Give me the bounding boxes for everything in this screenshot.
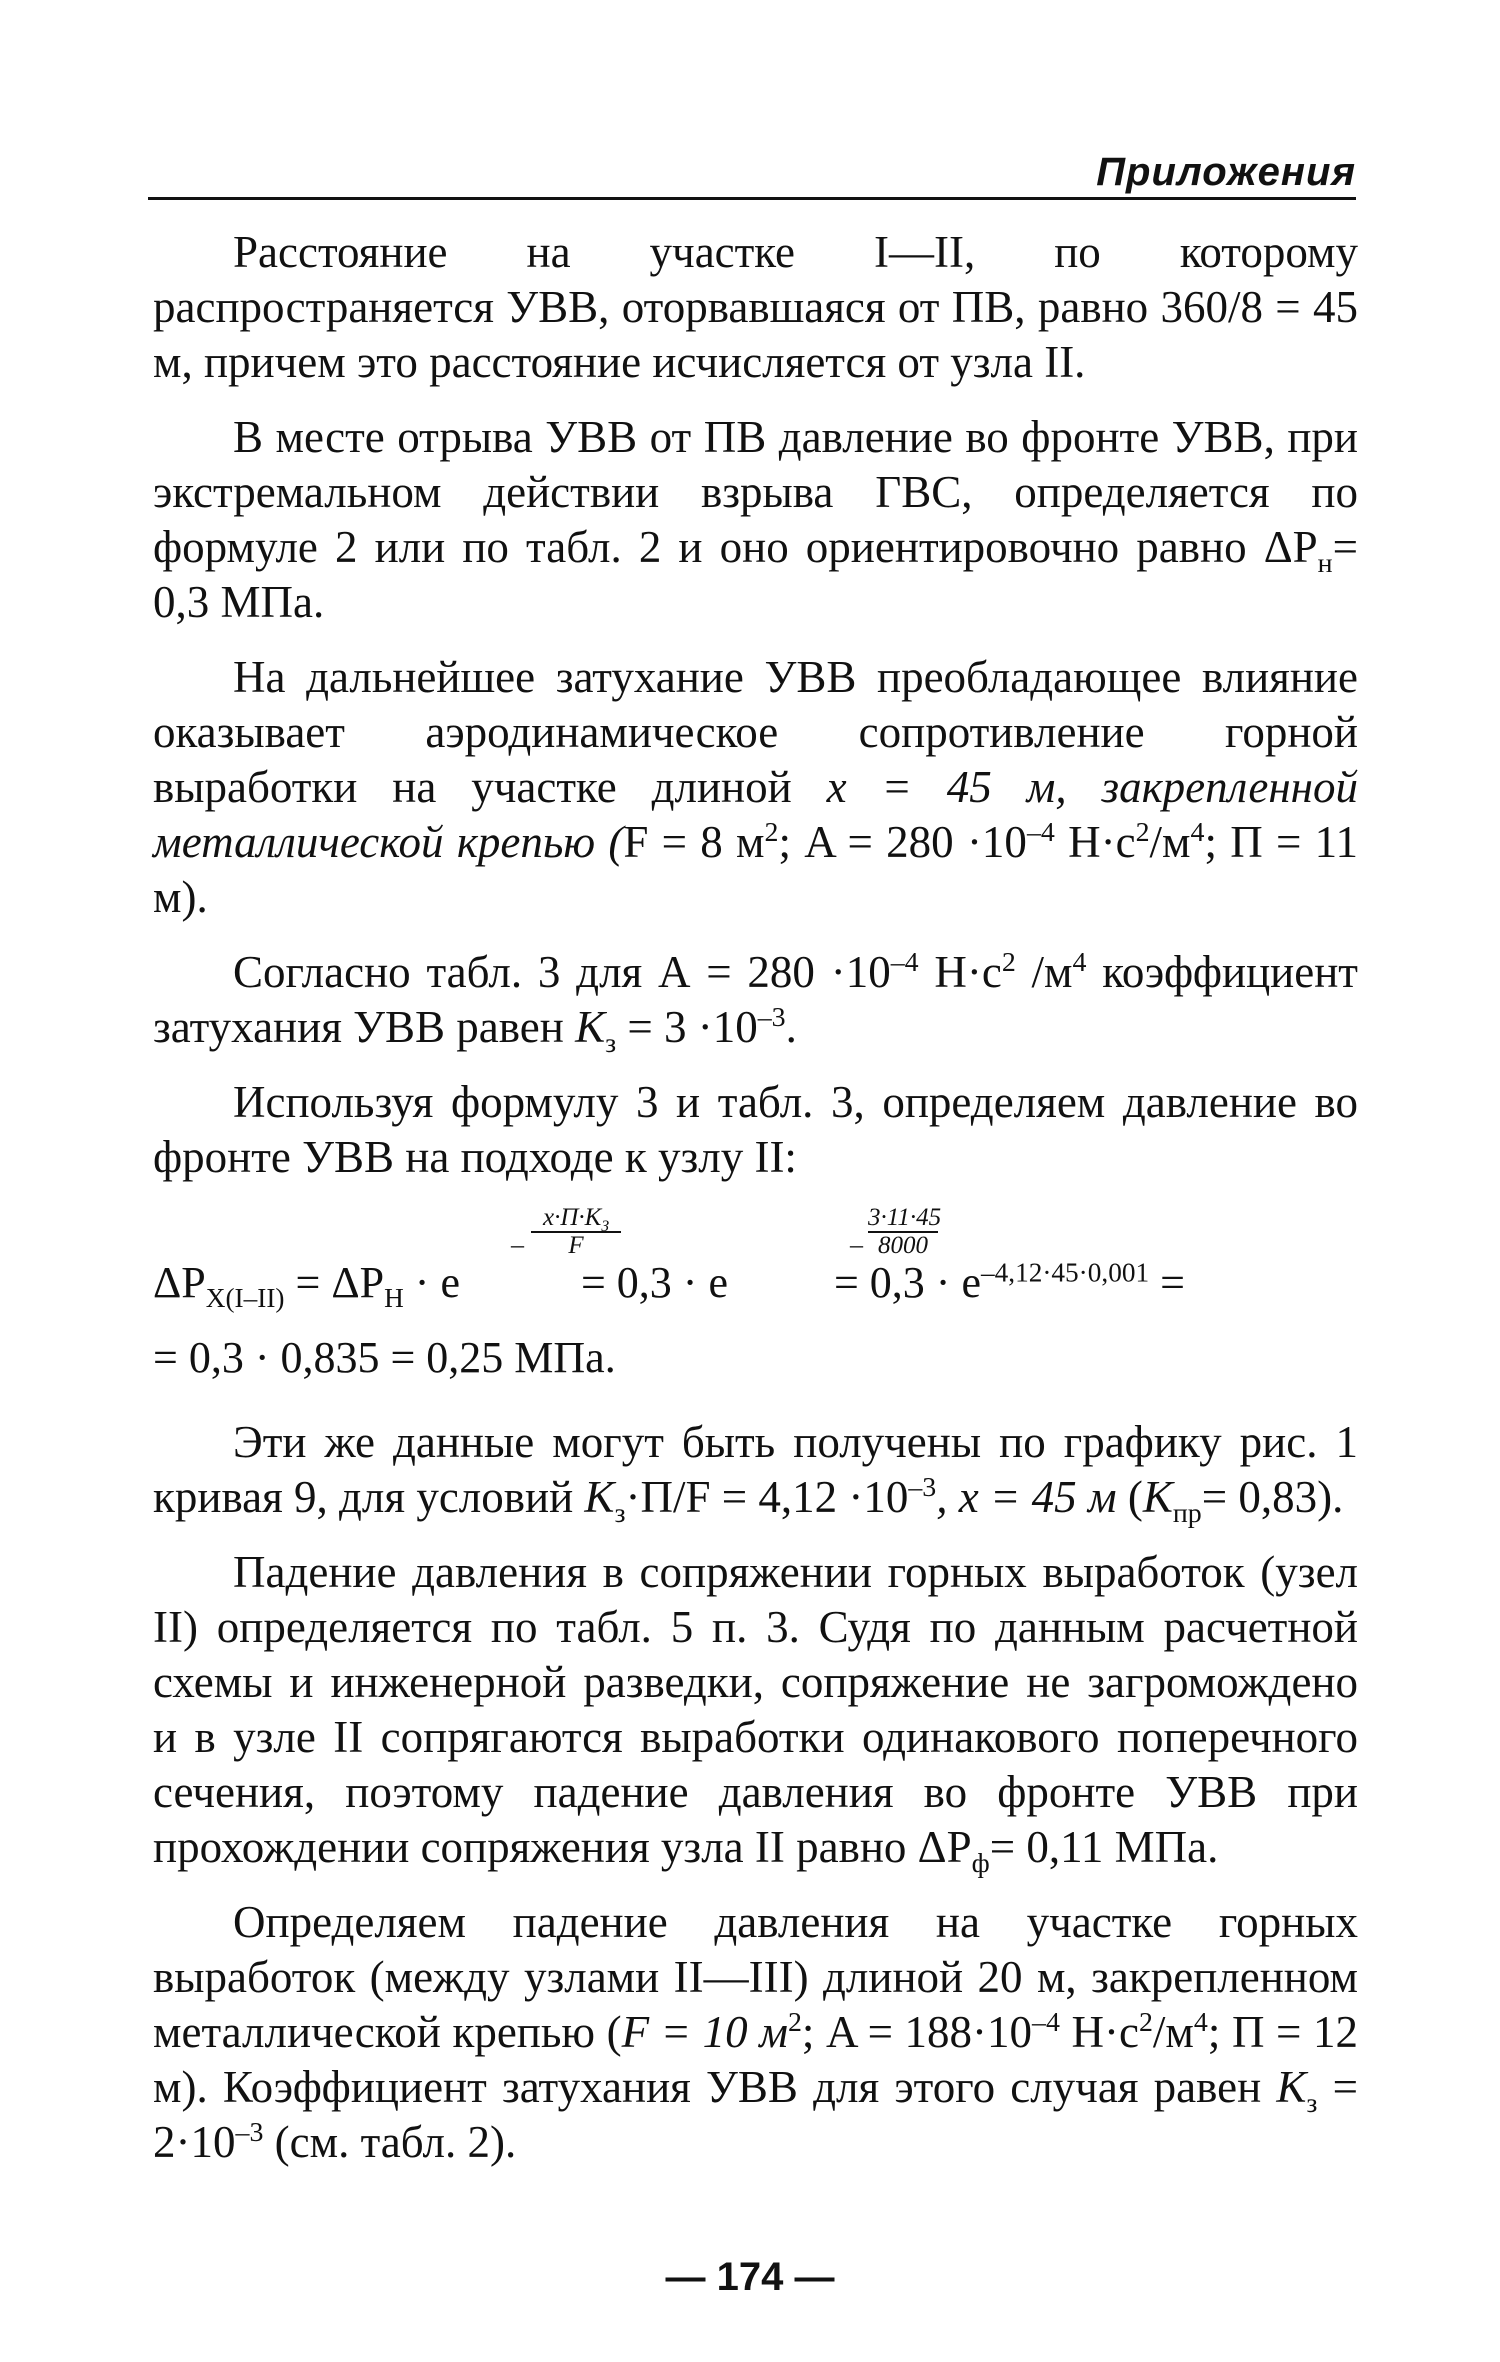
paragraph-8: Определяем падение давления на участке горных выработок (между узлами II—III) длиной 20 м, закрепленном металлической крепью (F = 10 $м^2$; $A = 188\cdot 10^{-4}$ $Н\cdot с^2/м^4$; П = 12 м). Коэффициент затухания УВВ для этого случая равен $K_з = 2\cdot 10^{-3}$ (см. табл. 2). bbox=[153, 1897, 1358, 2167]
page-number: — 174 — bbox=[665, 2255, 835, 2299]
page-body bbox=[153, 225, 1358, 2190]
exponent-1: $x\cdot П\cdot K_З$ F bbox=[531, 1205, 621, 1259]
paragraph-7: Падение давления в сопряжении горных выработок (узел II) определяется по табл. 5 п. 3. Судя по данным расчетной схемы и инженерной разведки, сопряжение не загромождено и в узле II сопрягаются выработки одинакового поперечного сечения, поэтому падение давления во фронте УВВ при прохождении сопряжения узла II равно $\Delta P_ф= 0,11$ МПа. bbox=[153, 1547, 1358, 1879]
paragraph-2: В месте отрыва УВВ от ПВ давление во фронте УВВ, при экстремальном действии взрыва ГВС, определяется по формуле 2 или по табл. 2 и оно ориентировочно равно $\Delta P_н= 0,3$ МПа. bbox=[153, 412, 1358, 627]
formula-line-2: = 0,3 · 0,835 = 0,25 МПа. bbox=[153, 1333, 616, 1382]
formula-block: $\Delta P_{X(I-II)} = \Delta P_H \cdot e = 0,3 \cdot e = 0,3 \cdot e^{-4,12\cdot 45\cdot 0,001}$ = $x\cdot П\cdot K_З$ F – $\frac{3\cdot 11\cdot 45}{8000}$ – = 0,3 · 0,835 = 0,25 МПа. bbox=[153, 1205, 1358, 1395]
paragraph-3: На дальнейшее затухание УВВ преобладающее влияние оказывает аэродинамическое сопротивление горной выработки на участке длиной x = 45 м, закрепленной металлической крепью (F = 8 $м^2$; $A = 280 \cdot 10^{-4}$ $Н\cdot с^2/м^4$; П = 11 м). bbox=[153, 652, 1358, 922]
exponent-2: $\frac{3\cdot 11\cdot 45}{8000}$ bbox=[868, 1204, 942, 1259]
formula-line-1: $\Delta P_{X(I-II)} = \Delta P_H \cdot e = 0,3 \cdot e = 0,3 \cdot e^{-4,12\cdot 45\cdot 0,001}$ = bbox=[153, 1257, 1185, 1313]
running-header bbox=[148, 150, 1356, 200]
header-title: Приложения bbox=[1096, 150, 1356, 194]
paragraph-4: Согласно табл. 3 для $А = 280 \cdot 10^{-4}$ $Н\cdot с^2$ $/м^4$ коэффициент затухания УВВ равен $K_з = 3 \cdot 10^{-3}$. bbox=[153, 947, 1358, 1059]
paragraph-1: Расстояние на участке I—II, по которому распространяется УВВ, оторвавшаяся от ПВ, равно 360/8 = 45 м, причем это расстояние исчисляется от узла II. bbox=[153, 227, 1358, 387]
paragraph-5: Используя формулу 3 и табл. 3, определяем давление во фронте УВВ на подходе к узлу II: bbox=[153, 1077, 1358, 1182]
paragraph-6: Эти же данные могут быть получены по графику рис. 1 кривая 9, для условий $K_з\cdot П/F = 4,12 \cdot 10^{-3}$, x = 45 м $(K_{пр}= 0,83)$. bbox=[153, 1417, 1358, 1529]
